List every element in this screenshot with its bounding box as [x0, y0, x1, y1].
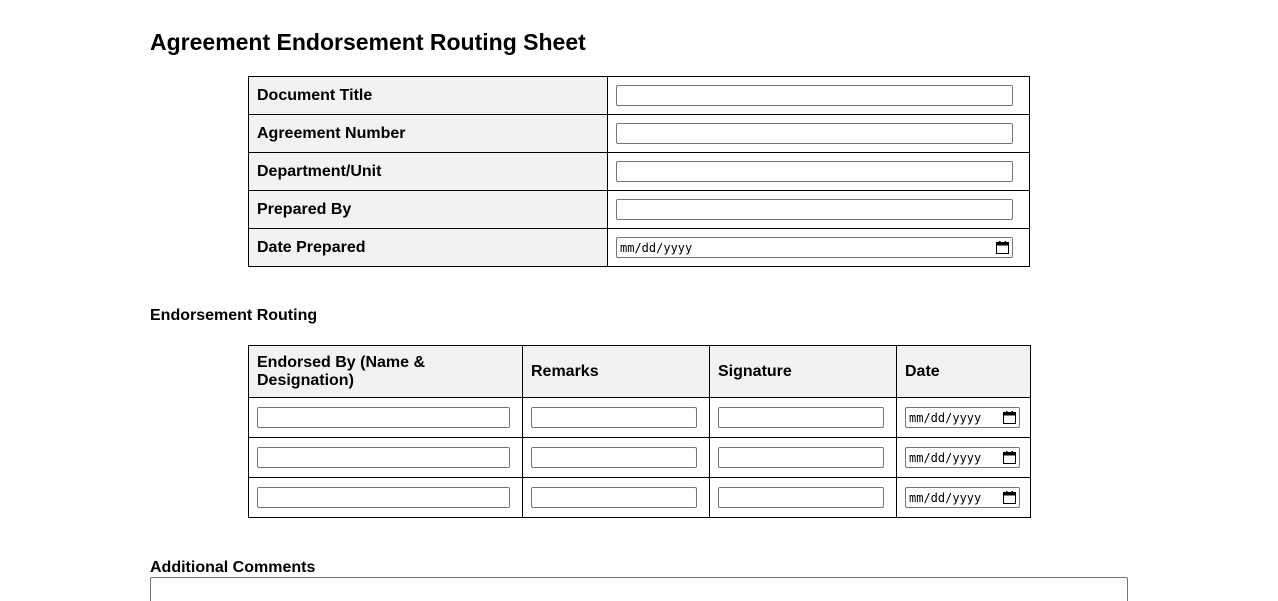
info-row-department-unit: [249, 153, 1030, 191]
endorsed-by-input[interactable]: [257, 407, 510, 428]
document-title-label: Document Title: [249, 77, 608, 115]
department-unit-label: Department/Unit: [249, 153, 608, 191]
page-title: Agreement Endorsement Routing Sheet: [150, 29, 586, 55]
date-prepared-label: Date Prepared: [249, 229, 608, 267]
remarks-input[interactable]: [531, 447, 697, 468]
calendar-icon[interactable]: [1003, 491, 1016, 504]
column-header-remarks: Remarks: [523, 346, 710, 398]
signature-input[interactable]: [718, 487, 884, 508]
department-unit-input[interactable]: [616, 161, 1013, 182]
info-row-agreement-number: [249, 115, 1030, 153]
info-row-date-prepared: [249, 229, 1030, 267]
remarks-input[interactable]: [531, 487, 697, 508]
date-prepared-input[interactable]: [616, 237, 1013, 258]
additional-comments-textarea[interactable]: [150, 577, 1128, 601]
endorsed-by-input[interactable]: [257, 447, 510, 468]
date-placeholder: mm/dd/yyyy: [909, 450, 982, 465]
calendar-icon[interactable]: [1003, 411, 1016, 424]
date-placeholder: mm/dd/yyyy: [909, 490, 982, 505]
endorsement-date-input[interactable]: [905, 407, 1020, 428]
additional-comments-label: Additional Comments: [150, 559, 316, 576]
endorsement-routing-table: [248, 345, 1031, 518]
signature-input[interactable]: [718, 407, 884, 428]
prepared-by-label: Prepared By: [249, 191, 608, 229]
routing-header-row: [249, 346, 1031, 398]
prepared-by-input[interactable]: [616, 199, 1013, 220]
endorsement-routing-title: Endorsement Routing: [150, 307, 318, 324]
endorsed-by-input[interactable]: [257, 487, 510, 508]
routing-row: [249, 398, 1031, 438]
routing-row: [249, 478, 1031, 518]
remarks-input[interactable]: [531, 407, 697, 428]
date-prepared-placeholder: mm/dd/yyyy: [620, 240, 693, 255]
signature-input[interactable]: [718, 447, 884, 468]
agreement-number-input[interactable]: [616, 123, 1013, 144]
column-header-signature: Signature: [710, 346, 897, 398]
calendar-icon[interactable]: [996, 241, 1009, 254]
column-header-endorsed-by: Endorsed By (Name & Designation): [249, 346, 523, 398]
column-header-date: Date: [897, 346, 1031, 398]
date-placeholder: mm/dd/yyyy: [909, 410, 982, 425]
document-title-input[interactable]: [616, 85, 1013, 106]
endorsement-date-input[interactable]: [905, 487, 1020, 508]
info-row-document-title: [249, 77, 1030, 115]
routing-row: [249, 438, 1031, 478]
agreement-number-label: Agreement Number: [249, 115, 608, 153]
document-info-table: [248, 76, 1030, 267]
endorsement-date-input[interactable]: [905, 447, 1020, 468]
info-row-prepared-by: [249, 191, 1030, 229]
calendar-icon[interactable]: [1003, 451, 1016, 464]
